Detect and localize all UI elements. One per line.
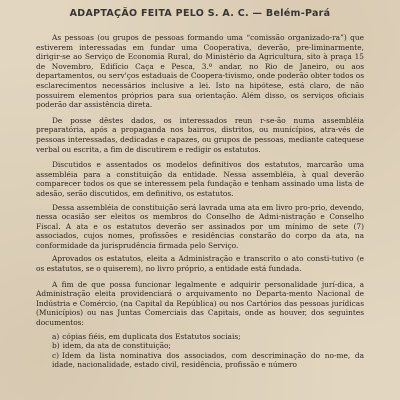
list-item xyxy=(36,351,364,370)
list-item xyxy=(36,332,364,342)
list-item-label: b) xyxy=(52,341,60,351)
paragraph-statutes-discussion: Discutidos e assentados os modelos definitivos dos estatutos, marcarão uma assembléia para a constituição da entidade. Nessa assembléia, à qual deverão comparecer todos os que se interessem pela fundação e tenham assinado uma lista de adesão, serão discutidos, em definitivo, os estatutos. xyxy=(36,160,364,198)
paragraph-approval: Aprovados os estatutos, eleita a Administração e transcrito o ato consti-tutivo (e os estatutos, se o quiserem), no livro próprio, a entidade está fundada. xyxy=(36,254,364,274)
list-item-text: Idem da lista nominativa dos associados, com descriminação do no-me, da idade, nacionalidade, estado civil, residência, profissão e número xyxy=(52,350,364,370)
paragraph-preparatory-assembly: De posse dêstes dados, os interessados reun r-se-ão numa assembléia preparatória, após a propaganda nos bairros, distritos, ou municípios, atra-vés de pessoas interessadas, dedicadas e capazes, ou grupos de pessoas, mediante catequese verbal ou escrita, a fim de discutirem e redigir os estatutos. xyxy=(36,115,364,154)
list-item-label: c) xyxy=(52,350,60,360)
list-item-text: cópias fiéis, em duplicata dos Estatutos sociais; xyxy=(62,331,241,341)
list-item-label: a) xyxy=(52,331,60,341)
paragraph-constitution-assembly: Dessa assembléia de constituição será lavrada uma ata em livro pro-prio, devendo, nessa ocasião ser eleitos os membros do Conselho de Admi-nistração e Conselho Fiscal. A ata e os estatutos deverão ser assinados por um mínimo de sete (7) associados, cujos nomes, profissões e residências constarão do corpo da ata, na conformidade da jurisprudência firmada pelo Serviço. xyxy=(36,202,364,250)
paragraph-intro: As pessoas (ou grupos de pessoas formando uma “comissão organizado-ra”) que estiverem interessadas em fundar uma Cooperativa, deverão, pre-liminarmente, dirigir-se ao Serviço de Economia Rural, do Ministério da Agricultura, sito à praça 15 de Novembro, Edifício Caça e Pesca, 3.º andar, no Rio de Janeiro, ou aos departamentos, ou serv'ços estaduais de Coopera-tivismo, onde poderão obter todos os esclarecimentos necessários inclusive a lei. Isto na hipótese, está claro, de não possuirem elementos próprios para sua orientação. Além disso, os serviços oficiais poderão dar assistência direta. xyxy=(36,33,364,110)
list-item xyxy=(36,341,364,351)
list-item-text: idem, da ata de constituição; xyxy=(62,341,171,351)
page-title: ADAPTAÇÃO FEITA PELO S. A. C. — Belém-Pará xyxy=(69,8,331,19)
paragraph-legal-registration: A fim de que possa funcionar legalmente e adquirir personalidade jurí-dica, a Administração eleita providenciará o arquivamento no Departa-mento Nacional de Indústria e Comércio, (na Capital da República) ou nos Cartórios das pessoas jurídicas (Municípios) ou nas Juntas Comerciais das Capitais, onde as houver, dos seguintes documentos: xyxy=(36,279,364,328)
